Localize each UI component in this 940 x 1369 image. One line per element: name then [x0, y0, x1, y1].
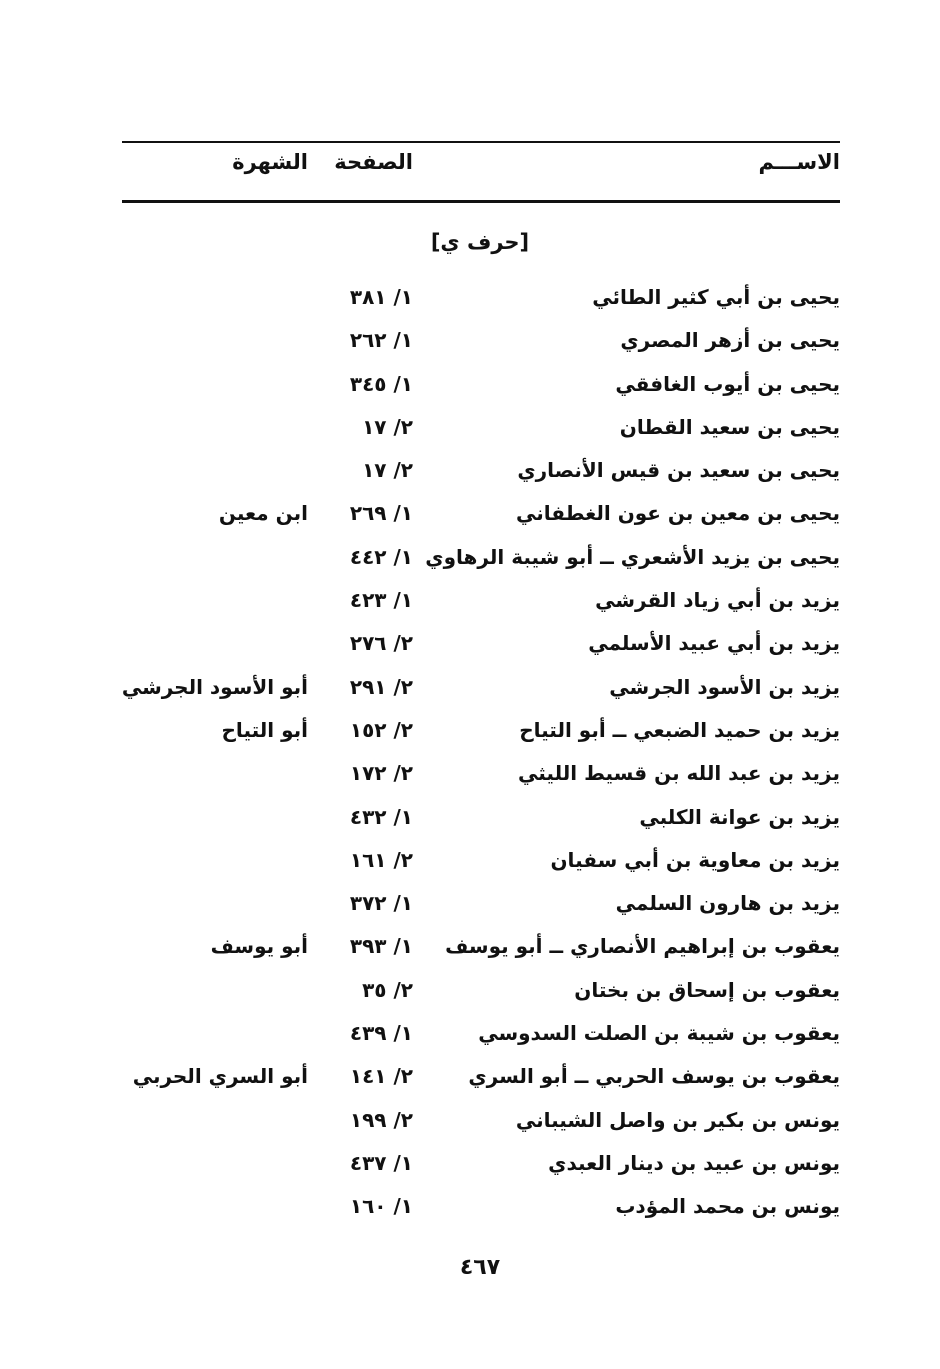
- entry-page: ٢/ ١٧٢: [349, 761, 413, 786]
- entry-page: ١/ ٤٣٢: [349, 804, 413, 829]
- table-row: [0, 1142, 940, 1185]
- column-header-name: الاســـم: [758, 150, 840, 174]
- table-row: [0, 969, 940, 1012]
- entry-page: ٢/ ١٩٩: [349, 1107, 413, 1132]
- entry-page: ١/ ٣٨١: [349, 285, 413, 309]
- table-row: [0, 449, 940, 492]
- header-top-rule: [122, 141, 840, 143]
- entry-page: ١/ ٢٦٢: [349, 328, 413, 353]
- entry-name: يحيى بن سعيد بن قيس الأنصاري: [517, 458, 840, 483]
- entry-fame: ابن معين: [218, 501, 308, 526]
- entry-name: يونس بن بكير بن واصل الشيباني: [515, 1107, 840, 1132]
- section-title: [حرف ي]: [430, 230, 530, 254]
- entry-name: يحيى بن معين بن عون الغطفاني: [515, 501, 840, 526]
- table-row: [0, 1055, 940, 1098]
- entry-page: ٢/ ١٧: [362, 458, 413, 483]
- entry-fame: أبو السري الحربي: [132, 1064, 308, 1089]
- entry-name: يحيى بن أيوب الغافقي: [615, 371, 840, 396]
- entry-fame: أبو الأسود الجرشي: [121, 674, 308, 699]
- entry-name: يزيد بن معاوية بن أبي سفيان: [550, 847, 840, 872]
- entry-name: يزيد بن أبي زياد القرشي: [595, 588, 840, 613]
- entry-page: ١/ ١٦٠: [349, 1194, 413, 1219]
- table-row: [0, 319, 940, 362]
- table-row: [0, 1012, 940, 1055]
- entry-page: ٢/ ١٥٢: [349, 717, 413, 742]
- table-row: [0, 363, 940, 406]
- table-row: [0, 492, 940, 535]
- column-header-fame: الشهرة: [232, 150, 308, 174]
- page-number: ٤٦٧: [459, 1255, 501, 1280]
- entry-name: يزيد بن هارون السلمي: [615, 891, 840, 916]
- entry-page: ١/ ٣٩٣: [349, 934, 413, 959]
- table-row: [0, 925, 940, 968]
- entry-page: ٢/ ٢٩١: [349, 674, 413, 699]
- entry-name: يحيى بن يزيد الأشعري ــ أبو شيبة الرهاوي: [425, 544, 840, 569]
- table-row: [0, 536, 940, 579]
- entry-page: ١/ ٣٤٥: [349, 371, 413, 396]
- entry-name: يونس بن محمد المؤدب: [615, 1194, 840, 1219]
- table-row: [0, 752, 940, 795]
- entry-name: يحيى بن أزهر المصري: [620, 328, 840, 353]
- entry-page: ٢/ ١٦١: [349, 847, 413, 872]
- column-header-page: الصفحة: [334, 150, 413, 174]
- entry-page: ١/ ٣٧٢: [349, 891, 413, 916]
- entry-fame: أبو التياح: [221, 717, 308, 742]
- entry-page: ١/ ٤٢٣: [349, 588, 413, 613]
- entry-name: يعقوب بن إبراهيم الأنصاري ــ أبو يوسف: [445, 934, 840, 959]
- entry-page: ٢/ ٢٧٦: [349, 631, 413, 656]
- entry-page: ١/ ٤٤٢: [349, 544, 413, 569]
- table-row: [0, 1185, 940, 1228]
- table-row: [0, 276, 940, 319]
- table-row: [0, 579, 940, 622]
- entry-name: يعقوب بن يوسف الحربي ــ أبو السري: [468, 1064, 840, 1089]
- table-row: [0, 839, 940, 882]
- table-row: [0, 666, 940, 709]
- entry-name: يعقوب بن إسحاق بن بختان: [574, 977, 840, 1002]
- table-row: [0, 882, 940, 925]
- entry-page: ٢/ ١٤١: [349, 1064, 413, 1089]
- entry-list: [0, 276, 940, 1229]
- entry-name: يعقوب بن شيبة بن الصلت السدوسي: [478, 1021, 840, 1046]
- entry-name: يزيد بن الأسود الجرشي: [609, 674, 840, 699]
- table-row: [0, 709, 940, 752]
- entry-page: ٢/ ١٧: [362, 414, 413, 439]
- entry-name: يزيد بن حميد الضبعي ــ أبو التياح: [519, 717, 840, 742]
- table-row: [0, 796, 940, 839]
- entry-page: ١/ ٢٦٩: [349, 501, 413, 526]
- entry-name: يحيى بن أبي كثير الطائي: [592, 285, 840, 309]
- entry-name: يزيد بن عوانة الكلبي: [639, 804, 840, 829]
- entry-fame: أبو يوسف: [210, 934, 308, 959]
- table-row: [0, 1099, 940, 1142]
- entry-page: ١/ ٤٣٩: [349, 1021, 413, 1046]
- entry-name: يحيى بن سعيد القطان: [619, 414, 840, 439]
- entry-name: يونس بن عبيد بن دينار العبدي: [548, 1150, 840, 1175]
- table-row: [0, 622, 940, 665]
- table-row: [0, 406, 940, 449]
- entry-name: يزيد بن عبد الله بن قسيط الليثي: [518, 761, 840, 786]
- entry-name: يزيد بن أبي عبيد الأسلمي: [588, 631, 840, 656]
- entry-page: ٢/ ٣٥: [362, 977, 413, 1002]
- entry-page: ١/ ٤٣٧: [349, 1150, 413, 1175]
- header-bottom-rule: [122, 200, 840, 203]
